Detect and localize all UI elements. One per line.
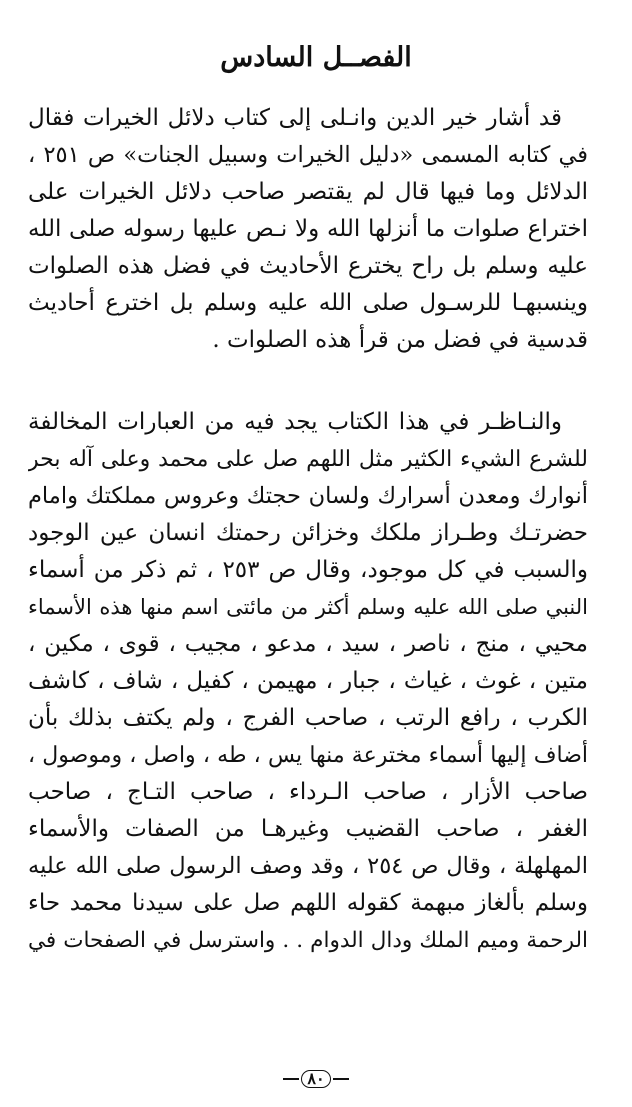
text-line: والسبب في كل موجود، وقال ص ٢٥٣ ، ثم ذكر من أسماء: [28, 557, 588, 583]
text-line: قدسية في فضل من قرأ هذه الصلوات .: [212, 327, 588, 353]
page-number: ٨٠: [301, 1070, 330, 1088]
text-line: أنوارك ومعدن أسرارك ولسان حجتك وعروس مملكتك وامام: [28, 483, 588, 509]
text-line: حضرتـك وطـراز ملكك وخزائن رحمتك انسان عين الوجود: [28, 520, 588, 546]
text-line: قد أشار خير الدين وانـلى إلى كتاب دلائل الخيرات فقال: [28, 105, 562, 131]
text-line: صاحب الأزار ، صاحب الـرداء ، صاحب التـاج ، صاحب: [28, 779, 588, 805]
text-line: وينسبهـا للرسـول صلى الله عليه وسلم بل اخترع أحاديث: [28, 290, 588, 316]
text-line: الغفر ، صاحب القضيب وغيرهـا من الصفات والأسماء: [28, 816, 588, 842]
ornament-dash: [283, 1078, 299, 1080]
text-line: الكرب ، رافع الرتب ، صاحب الفرج ، ولم يكتف بذلك بأن: [28, 705, 588, 731]
text-line: أضاف إليها أسماء مخترعة منها يس ، طه ، واصل ، وموصول ،: [28, 743, 588, 768]
ornament-dash: [333, 1078, 349, 1080]
text-line: للشرع الشيء الكثير مثل اللهم صل على محمد وعلى آله بحر: [28, 447, 588, 472]
text-line: الدلائل وما فيها قال لم يقتصر صاحب دلائل الخيرات على: [28, 179, 588, 205]
text-line: والنـاظـر في هذا الكتاب يجد فيه من العبارات المخالفة: [28, 409, 562, 435]
paragraph-1: [28, 100, 588, 359]
text-line: محيي ، منج ، ناصر ، سيد ، مدعو ، مجيب ، قوى ، مكين ،: [28, 631, 588, 657]
text-line: النبي صلى الله عليه وسلم أكثر من مائتى اسم منها هذه الأسماء: [28, 595, 588, 619]
text-line: اختراع صلوات ما أنزلها الله ولا نـص عليها رسوله صلى الله: [28, 216, 588, 242]
text-line: متين ، غوث ، غياث ، جبار ، مهيمن ، كفيل ، شاف ، كاشف: [28, 668, 588, 694]
text-line: المهلهلة ، وقال ص ٢٥٤ ، وقد وصف الرسول صلى الله عليه: [28, 853, 588, 879]
chapter-title: الفصــل السادس: [220, 42, 412, 73]
paragraph-2: [28, 404, 588, 959]
text-line: الرحمة وميم الملك ودال الدوام . . واسترسل في الصفحات في: [28, 928, 588, 953]
text-line: عليه وسلم بل راح يخترع الأحاديث في فضل هذه الصلوات: [28, 253, 588, 279]
text-line: وسلم بألغاز مبهمة كقوله اللهم صل على سيدنا محمد حاء: [28, 890, 588, 916]
page-number-ornament: [0, 1066, 632, 1090]
text-line: في كتابه المسمى «دليل الخيرات وسبيل الجنات» ص ٢٥١ ،: [28, 142, 588, 168]
